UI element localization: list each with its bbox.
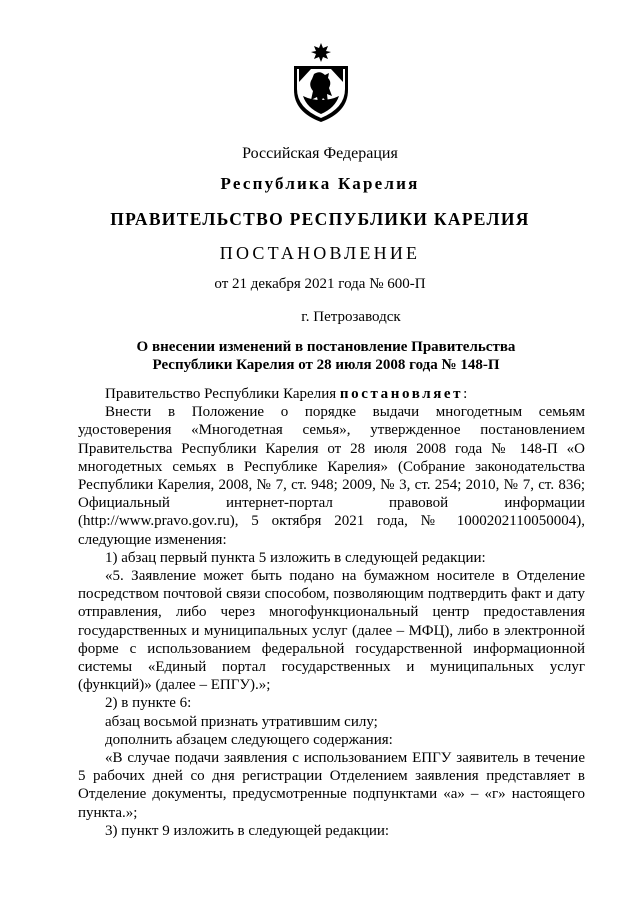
intro-paragraph — [78, 385, 585, 403]
intro-text: Правительство Республики Карелия — [105, 386, 340, 402]
government-heading: ПРАВИТЕЛЬСТВО РЕСПУБЛИКИ КАРЕЛИЯ — [110, 209, 530, 229]
paragraph-6: дополнить абзацем следующего содержания: — [105, 731, 393, 748]
paragraph-7: «В случае подачи заявления с использованием ЕПГУ заявитель в течение 5 рабочих дней со дня регистрации Отделением заявления представляет в Отделение документы, предусмотренные подпунктами «а» – «г» настоящего пункта.»; — [78, 750, 585, 821]
document-type: ПОСТАНОВЛЕНИЕ — [219, 243, 421, 263]
paragraph-3: «5. Заявление может быть подано на бумажном носителе в Отделение посредством почтовой связи способом, позволяющим подтвердить факт и дату отправления, либо через многофункциональный центр предоставления государственных и муниципальных услуг (далее – МФЦ), либо в электронной форме с использованием федеральной государственной информационной системы «Единый портал государственных и муниципальных услуг (функций)» (далее – ЕПГУ).»; — [78, 568, 585, 694]
paragraph-1: Внести в Положение о порядке выдачи многодетным семьям удостоверения «Многодетная семья», утвержденное постановлением Правительства Республики Карелия от 28 июля 2008 года № 148-П «О многодетных семьях в Республике Карелия» (Собрание законодательства Республики Карелия, 2008, № 7, ст. 948; 2009, № 3, ст. 254; 2010, № 7, ст. 836; Официальный интернет-портал правовой информации (http://www.pravo.gov.ru), 5 октября 2021 года, № 1000202110050004), следующие изменения: — [78, 404, 585, 548]
title-line-1: О внесении изменений в постановление Правительства — [136, 339, 516, 355]
intro-emphasis: постановляет — [339, 386, 464, 402]
republic-name: Республика Карелия — [220, 174, 420, 193]
paragraph-2: 1) абзац первый пункта 5 изложить в следующей редакции: — [105, 549, 486, 566]
paragraph-5: абзац восьмой признать утратившим силу; — [105, 713, 378, 730]
date-number: от 21 декабря 2021 года № 600-П — [214, 276, 426, 292]
document-body — [78, 385, 585, 840]
document-title — [6, 338, 640, 374]
paragraph-4: 2) в пункте 6: — [105, 695, 192, 712]
paragraph-8: 3) пункт 9 изложить в следующей редакции: — [105, 822, 390, 839]
intro-end: : — [463, 386, 468, 402]
country-name: Российская Федерация — [242, 145, 398, 162]
city-name: г. Петрозаводск — [301, 309, 401, 325]
coat-of-arms-icon — [291, 40, 351, 124]
title-line-2: Республики Карелия от 28 июля 2008 года № 148-П — [152, 357, 500, 373]
